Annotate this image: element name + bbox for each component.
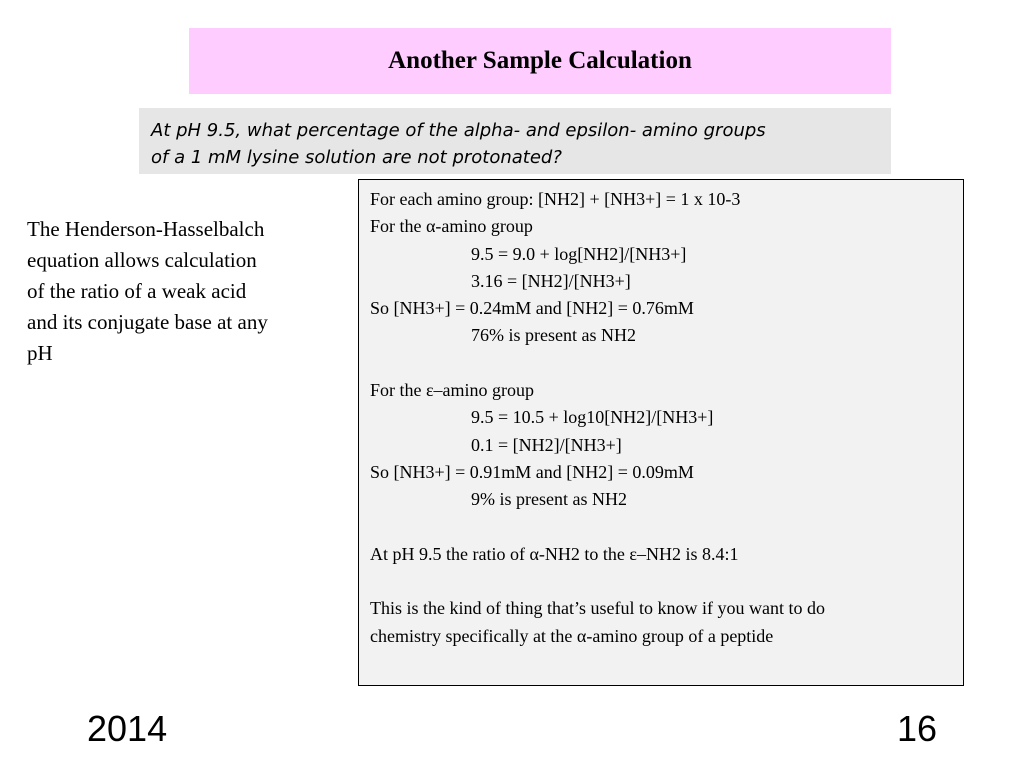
calc-row-usefulness-1: This is the kind of thing that’s useful to know if you want to do (370, 598, 825, 619)
calc-blank-line (370, 350, 963, 377)
henderson-hasselbalch-explanation (27, 214, 337, 369)
question-box (139, 108, 891, 174)
calc-row-epsilon-ratio: 0.1 = [NH2]/[NH3+] (471, 434, 622, 455)
question-line-1: At pH 9.5, what percentage of the alpha- and epsilon- amino groups (151, 120, 766, 141)
explanation-line: equation allows calculation (27, 248, 257, 272)
page-number: 16 (897, 708, 938, 749)
calc-row-epsilon-concentrations: So [NH3+] = 0.91mM and [NH2] = 0.09mM (370, 461, 694, 482)
footer-year: 2014 (87, 708, 168, 749)
slide-title: Another Sample Calculation (388, 47, 692, 74)
calculation-box (358, 179, 964, 686)
calc-row-alpha-ratio: 3.16 = [NH2]/[NH3+] (471, 270, 631, 291)
explanation-line: The Henderson-Hasselbalch (27, 217, 265, 241)
calc-row-alpha-heading: For the α-amino group (370, 216, 533, 237)
calc-row-usefulness-2: chemistry specifically at the α-amino group of a peptide (370, 625, 774, 646)
explanation-line: pH (27, 341, 53, 365)
calc-row-alpha-percent: 76% is present as NH2 (471, 325, 636, 346)
explanation-line: of the ratio of a weak acid (27, 279, 247, 303)
calc-blank-line (370, 514, 963, 541)
explanation-line: and its conjugate base at any (27, 310, 268, 334)
calc-row-epsilon-percent: 9% is present as NH2 (471, 489, 627, 510)
calc-blank-line (370, 568, 963, 595)
calc-row-epsilon-heading: For the ε–amino group (370, 380, 535, 401)
title-banner (189, 28, 891, 94)
calc-row-alpha-equation: 9.5 = 9.0 + log[NH2]/[NH3+] (471, 243, 687, 264)
calc-row-alpha-concentrations: So [NH3+] = 0.24mM and [NH2] = 0.76mM (370, 298, 694, 319)
calc-row-amino-sum: For each amino group: [NH2] + [NH3+] = 1 x 10-3 (370, 189, 741, 209)
calc-row-ratio-conclusion: At pH 9.5 the ratio of α-NH2 to the ε–NH2 is 8.4:1 (370, 543, 739, 564)
calc-row-epsilon-equation: 9.5 = 10.5 + log10[NH2]/[NH3+] (471, 407, 714, 428)
question-line-2: of a 1 mM lysine solution are not protonated? (151, 147, 562, 168)
